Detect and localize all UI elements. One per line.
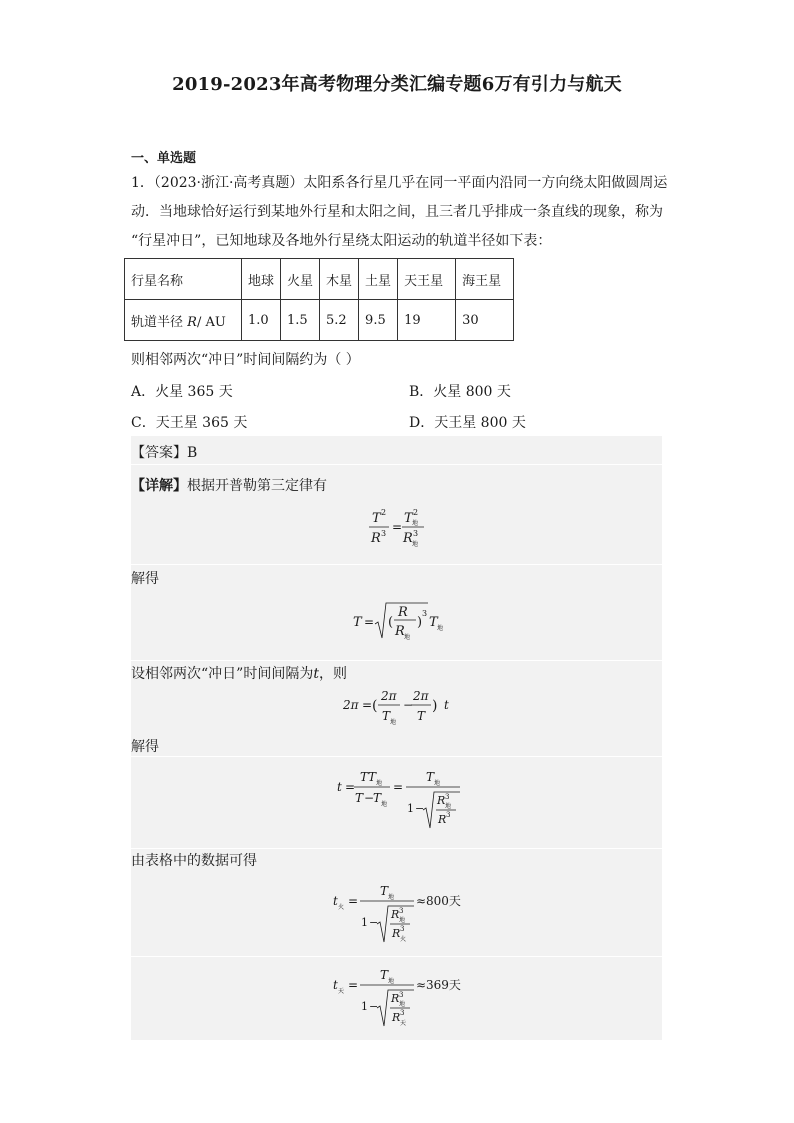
svg-text:R: R [398,605,408,620]
table-cell: 天王星 [398,259,456,300]
svg-text:T: T [353,615,362,630]
svg-text:−: − [364,791,375,805]
svg-text:T: T [382,709,391,723]
svg-text:T: T [417,709,426,723]
svg-text:≈: ≈ [416,894,427,908]
svg-text:R: R [438,813,447,826]
svg-text:=: = [393,780,404,794]
table-cell: 19 [398,300,456,341]
answer-line: 【答案】B [131,445,198,461]
table-cell: 9.5 [359,300,398,341]
svg-text:地: 地 [399,1001,406,1008]
svg-text:3: 3 [399,991,404,999]
svg-text:地: 地 [437,625,444,632]
question-line-2: 动．当地球恰好运行到某地外行星和太阳之间，且三者几乎排成一条直线的现象，称为 [131,204,663,220]
table-cell: 木星 [320,259,359,300]
svg-text:800天: 800天 [426,894,461,908]
svg-text:2π: 2π [413,689,429,703]
set-line: 设相邻两次“冲日”时间间隔为t，则 [131,666,347,682]
question-text [131,169,671,256]
period-equation [350,598,450,644]
svg-text:t: t [333,894,338,908]
svg-text:3: 3 [422,609,428,618]
svg-text:R: R [437,794,446,807]
svg-text:=: = [362,698,373,712]
table-cell: 地球 [242,259,281,300]
uranus-interval-equation [330,964,470,1030]
svg-text:R: R [371,531,381,546]
svg-text:3: 3 [399,907,404,915]
svg-text:R: R [403,531,413,546]
svg-text:地: 地 [381,801,388,808]
table-header-label: 行星名称 [125,259,242,300]
table-cell: 5.2 [320,300,359,341]
interval-equation [334,766,464,832]
svg-text:t: t [444,698,449,712]
svg-text:3: 3 [446,811,451,819]
svg-text:=: = [392,520,403,534]
table-cell: 1.5 [281,300,320,341]
question-line-3: “行星冲日”，已知地球及各地外行星绕太阳运动的轨道半径如下表： [131,233,552,249]
svg-text:地: 地 [376,780,383,787]
svg-text:t: t [333,978,338,992]
mars-interval-equation [330,880,470,946]
svg-text:天: 天 [400,1020,407,1027]
svg-text:(: ( [372,698,378,714]
table-row [125,300,514,341]
svg-text:t: t [337,780,342,794]
svg-text:天: 天 [338,988,345,995]
table-cell: 火星 [281,259,320,300]
detail-line: 【详解】根据开普勒第三定律有 [131,478,327,494]
svg-text:1: 1 [361,1000,368,1013]
svg-text:地: 地 [388,894,395,901]
svg-text:2: 2 [413,508,419,517]
svg-text:火: 火 [338,904,345,911]
detail-tag: 【详解】 [131,478,187,494]
orbit-radius-table [124,258,514,341]
svg-text:3: 3 [445,793,450,801]
svg-text:T: T [404,511,413,526]
svg-text:地: 地 [445,803,452,810]
svg-text:2π: 2π [343,698,359,712]
svg-text:3: 3 [400,925,405,933]
svg-text:3: 3 [413,529,419,538]
svg-text:−: − [415,802,425,815]
svg-text:地: 地 [399,917,406,924]
svg-text:R: R [395,624,405,639]
svg-text:地: 地 [434,780,441,787]
svg-text:T: T [360,770,369,784]
svg-text:=: = [348,978,359,992]
svg-text:T: T [373,791,382,805]
table-cell: 土星 [359,259,398,300]
svg-text:1: 1 [407,802,414,815]
svg-text:R: R [391,992,400,1005]
svg-text:=: = [364,615,375,629]
svg-text:地: 地 [388,978,395,985]
option-d[interactable]: D．天王星 800 天 [409,415,526,431]
kepler-equation [360,505,440,551]
svg-text:R: R [392,1011,401,1024]
table-row [125,259,514,300]
table-cell: 海王星 [456,259,514,300]
svg-text:T: T [368,770,377,784]
svg-text:3: 3 [381,529,387,538]
section-heading: 一、单选题 [131,151,197,166]
svg-text:1: 1 [361,916,368,929]
svg-text:2π: 2π [381,689,397,703]
svg-text:369天: 369天 [426,978,461,992]
from-table-line: 由表格中的数据可得 [131,853,257,869]
svg-text:2: 2 [381,508,387,517]
svg-text:T: T [380,884,389,898]
option-c[interactable]: C．天王星 365 天 [131,415,248,431]
svg-text:): ) [432,698,438,714]
option-b[interactable]: B．火星 800 天 [409,384,511,400]
svg-text:=: = [348,894,359,908]
page-title: 2019-2023年高考物理分类汇编专题6万有引力与航天 [172,74,622,95]
svg-text:T: T [380,968,389,982]
svg-text:−: − [369,1000,379,1013]
svg-text:地: 地 [412,520,419,527]
table-cell: 1.0 [242,300,281,341]
svg-text:R: R [391,908,400,921]
svg-text:R: R [392,927,401,940]
question-stem: 则相邻两次“冲日”时间间隔约为（ ） [131,352,360,368]
option-a[interactable]: A．火星 365 天 [131,384,233,400]
svg-text:T: T [429,615,438,630]
table-row-label: 轨道半径 R/ AU [125,300,242,341]
svg-text:T: T [426,770,435,784]
svg-text:地: 地 [404,634,411,641]
svg-text:=: = [345,780,356,794]
svg-text:−: − [369,916,379,929]
svg-text:3: 3 [400,1009,405,1017]
svg-text:−: − [403,698,414,712]
svg-text:≈: ≈ [416,978,427,992]
svg-text:T: T [355,791,364,805]
svg-text:T: T [372,511,381,526]
svg-text:地: 地 [390,719,397,726]
svg-text:): ) [417,615,423,630]
svg-text:火: 火 [400,936,407,943]
svg-text:(: ( [388,615,394,630]
solve-line-1: 解得 [131,571,159,587]
table-cell: 30 [456,300,514,341]
angle-equation [340,686,460,732]
svg-text:地: 地 [412,541,419,548]
question-line-1: 1．（2023·浙江·高考真题）太阳系各行星几乎在同一平面内沿同一方向绕太阳做圆周运 [131,175,668,191]
solve-line-2: 解得 [131,739,159,755]
